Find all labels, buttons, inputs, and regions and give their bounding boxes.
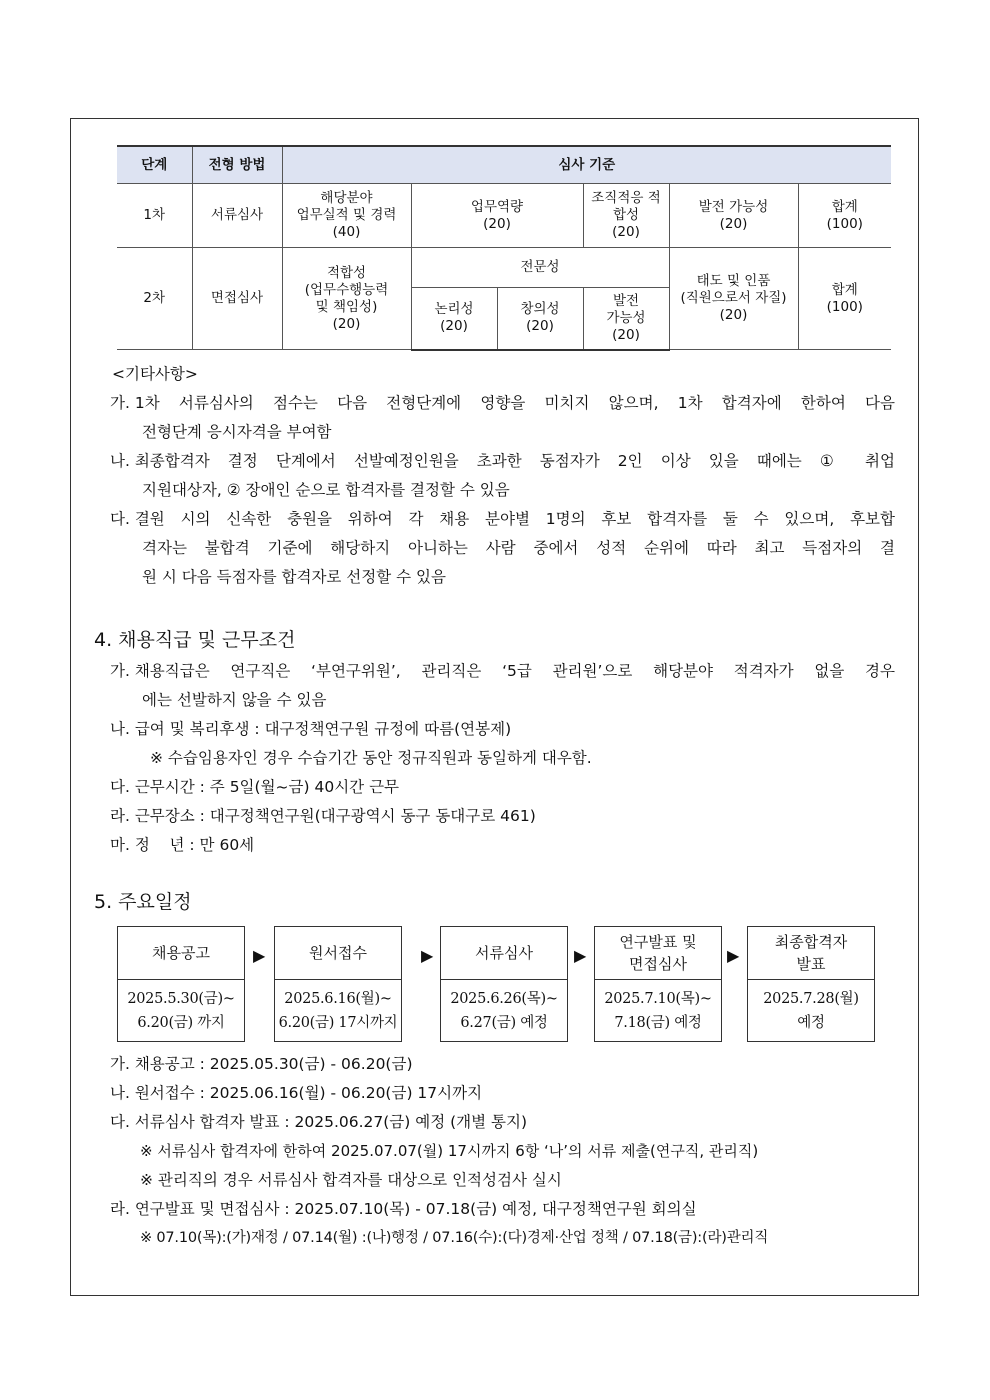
evaluation-criteria-table [117,145,891,351]
row1-total: 합계 (100) [798,184,891,248]
section4-note: ※ 수습임용자인 경우 수습기간 동안 정규직원과 동일하게 대우함. [150,749,592,767]
row1-criterion-experience: 해당분야 업무실적 및 경력 (40) [282,184,411,248]
section4-item-ra: 라. 근무장소 : 대구정책연구원(대구광역시 동구 동대구로 461) [110,807,536,825]
row1-criterion-adaptation: 조직적응 적합성 (20) [583,184,669,248]
header-criteria: 심사 기준 [282,146,891,184]
section4-body: 가. 채용직급은 연구직은 ‘부연구위원’, 관리직은 ‘5급 관리원’으로 해당분야 적격자가 없을 경우 에는 선발하지 않을 수 있음 나. 급여 및 복리후생 : 대구정책연구원 규정에 따름(연봉제) ※ 수습임용자인 경우 수습기간 동안 정규직원과 동일하게 대우함. 다. 근무시간 : 주 5일(월~금) 40시간 근무 라. 근무장소 : 대구정책연구원(대구광역시 동구 동대구로 461) 마. 정 년 : 만 60세 [110,657,895,860]
section5-item-ga: 가. 채용공고 : 2025.05.30(금) - 06.20(금) [110,1055,413,1073]
arrow-right-icon: ▶ [727,946,740,965]
misc-item-da: 다. 결원 시의 신속한 충원을 위하여 각 채용 분야별 1명의 후보 합격자를 둘 수 있으며, 후보합 [110,510,895,528]
row2-criterion-suitability: 적합성 (업무수행능력 및 책임성) (20) [282,248,411,350]
schedule-step-interview: 연구발표 및 면접심사 2025.7.10(목)~ 7.18(금) 예정 [594,926,722,1042]
section4-item-na: 나. 급여 및 복리후생 : 대구정책연구원 규정에 따름(연봉제) [110,720,512,738]
section5-item-na: 나. 원서접수 : 2025.06.16(월) - 06.20(금) 17시까지 [110,1084,483,1102]
misc-item-ga: 가. 1차 서류심사의 점수는 다음 전형단계에 영향을 미치지 않으며, 1차 합격자에 한하여 다음 [110,394,895,412]
row1-stage: 1차 [117,184,192,248]
section5-note: ※ 관리직의 경우 서류심사 합격자를 대상으로 인적성검사 실시 [140,1171,562,1189]
schedule-step-announcement: 채용공고 2025.5.30(금)~ 6.20(금) 까지 [117,926,245,1042]
section5-note: ※ 07.10(목):(가)재정 / 07.14(월) :(나)행정 / 07.16(수):(다)경제·산업 정책 / 07.18(금):(라)관리직 [140,1230,769,1246]
row1-criterion-competency: 업무역량 (20) [411,184,583,248]
row1-method: 서류심사 [192,184,282,248]
row2-criterion-logic: 논리성 (20) [411,288,497,350]
row2-method: 면접심사 [192,248,282,350]
row2-stage: 2차 [117,248,192,350]
row2-criterion-attitude: 태도 및 인품 (직원으로서 자질) (20) [669,248,798,350]
table-row [117,248,891,288]
section5-body [110,1050,895,1253]
section5-note: ※ 서류심사 합격자에 한하여 2025.07.07(월) 17시까지 6항 ‘나’의 서류 제출(연구직, 관리직) [140,1142,759,1160]
row2-criterion-development: 발전 가능성 (20) [583,288,669,350]
arrow-right-icon: ▶ [574,946,587,965]
section5-title: 5. 주요일정 [94,891,192,913]
section5-item-ra: 라. 연구발표 및 면접심사 : 2025.07.10(목) - 07.18(금) 예정, 대구정책연구원 회의실 [110,1200,697,1218]
row1-criterion-potential: 발전 가능성 (20) [669,184,798,248]
schedule-step-application: 원서접수 2025.6.16(월)~ 6.20(금) 17시까지 [274,926,402,1042]
arrow-right-icon: ▶ [253,946,266,965]
schedule-step-document-review: 서류심사 2025.6.26(목)~ 6.27(금) 예정 [440,926,568,1042]
row2-criterion-creativity: 창의성 (20) [497,288,583,350]
table-row [117,184,891,248]
section4-item-da: 다. 근무시간 : 주 5일(월~금) 40시간 근무 [110,778,400,796]
schedule-flowchart [117,926,877,1044]
section4-item-ma: 마. 정 년 : 만 60세 [110,836,255,854]
section4-title: 4. 채용직급 및 근무조건 [94,629,296,651]
row2-total: 합계 (100) [798,248,891,350]
row2-group-expertise: 전문성 [411,248,669,288]
misc-title: <기타사항> [112,365,198,383]
section5-item-da: 다. 서류심사 합격자 발표 : 2025.06.27(금) 예정 (개별 통지) [110,1113,528,1131]
misc-item-na: 나. 최종합격자 결정 단계에서 선발예정인원을 초과한 동점자가 2인 이상 있을 때에는 ① 취업 [110,452,895,470]
arrow-right-icon: ▶ [421,946,434,965]
table-header-row [117,146,891,184]
header-method: 전형 방법 [192,146,282,184]
header-stage: 단계 [117,146,192,184]
schedule-step-final-announcement: 최종합격자 발표 2025.7.28(월) 예정 [747,926,875,1042]
misc-notes: <기타사항> 가. 1차 서류심사의 점수는 다음 전형단계에 영향을 미치지 않으며, 1차 합격자에 한하여 다음 전형단계 응시자격을 부여함 나. 최종합격자 결정 단계에서 선발예정인원을 초과한 동점자가 2인 이상 있을 때에는 ① 취업 지원대상자, ② 장애인 순으로 합격자를 결정할 수 있음 다. 결원 시의 신속한 충원을 위하여 각 채용 분야별 1명의 후보 합격자를 둘 수 있으며, 후보합 격자는 불합격 기준에 해당하지 아니하는 사람 중에서 성적 순위에 따라 최고 득점자의 결 원 시 다음 득점자를 합격자로 선정할 수 있음 [110,360,895,592]
